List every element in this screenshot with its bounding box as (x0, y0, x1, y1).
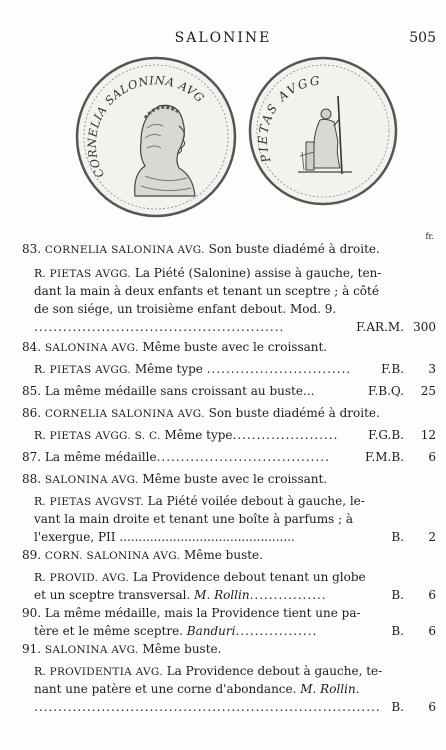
entry-description: La Providence debout tenant un globe (132, 570, 366, 584)
entry-price: 300 (413, 320, 436, 334)
entry-description: Même buste avec le croissant. (142, 340, 328, 354)
running-title: SALONINE (174, 30, 272, 46)
reverse-mark: R. (34, 665, 46, 678)
entry-grade: F.AR.M. (356, 320, 404, 334)
entry-legend: CORNELIA SALONINA AVG. (44, 408, 205, 420)
entry-grade: B. (391, 588, 404, 602)
entry-source: M. Rollin. (300, 682, 360, 696)
entry-number: 88. (22, 472, 42, 486)
entry-description: Même type (134, 362, 207, 376)
leader-dots: ................ (249, 588, 327, 602)
obverse-coin-image (75, 56, 237, 218)
entry-number: 84. (22, 340, 42, 354)
entry-description: Même buste. (183, 548, 263, 562)
entry-legend: CORNELIA SALONINA AVG. (44, 244, 205, 256)
entry-description-cont: l'exergue, PII .............................................. (34, 530, 295, 544)
page-number: 505 (409, 30, 436, 46)
entry-grade: B. (391, 700, 404, 714)
entry-legend: SALONINA AVG. (44, 474, 139, 486)
reverse-mark: R. (34, 571, 46, 584)
entry-price: 3 (428, 362, 436, 376)
entry-legend: CORN. SALONINA AVG. (44, 550, 181, 562)
entry-price: 6 (428, 624, 436, 638)
reverse-coin-image (248, 56, 398, 206)
leader-dots: ...................... (232, 428, 339, 442)
coin-illustrations (0, 56, 446, 226)
entry-legend: PIETAS AVGG. (49, 268, 132, 280)
leader-dots: .............................. (206, 362, 352, 376)
reverse-mark: R. (34, 267, 46, 280)
entry-grade: F.G.B. (368, 428, 404, 442)
entry-description: Même buste avec le croissant. (142, 472, 328, 486)
entry-description: Son buste diadémé à droite. (208, 406, 380, 420)
leader-dots: .................................... (156, 450, 330, 464)
entry-number: 83. (22, 242, 42, 256)
leader-dots: .................................................... (34, 320, 285, 334)
entry-price: 6 (428, 450, 436, 464)
entry-number: 87. (22, 450, 42, 464)
entry-number: 89. (22, 548, 42, 562)
entry-price: 12 (420, 428, 436, 442)
entry-grade: F.M.B. (364, 450, 404, 464)
price-unit-label: fr. (425, 232, 434, 241)
entry-number: 91. (22, 642, 42, 656)
reverse-mark: R. (34, 429, 46, 442)
entry-number: 85. (22, 384, 42, 398)
entry-legend: PIETAS AVGVST. (49, 496, 144, 508)
entry-description: Son buste diadémé à droite. (208, 242, 380, 256)
entry-description-cont: dant la main à deux enfants et tenant un sceptre ; à côté (34, 284, 379, 298)
entry-source: Banduri (186, 624, 236, 638)
entry-source: M. Rollin (194, 588, 250, 602)
entry-legend: SALONINA AVG. (44, 342, 139, 354)
entry-number: 90. (22, 606, 42, 620)
page-header (0, 30, 446, 50)
entry-grade: F.B. (381, 362, 404, 376)
entry-legend: PIETAS AVGG. (49, 364, 132, 376)
entry-price: 6 (428, 700, 436, 714)
entry-description: La Piété (Salonine) assise à gauche, ten- (134, 266, 382, 280)
entry-legend: SALONINA AVG. (44, 644, 139, 656)
entry-grade: B. (391, 624, 404, 638)
entry-description: La Piété voilée debout à gauche, le- (147, 494, 365, 508)
entry-description: Même type (164, 428, 233, 442)
obverse-legend: CORNELIA SALONINA AVG (84, 73, 208, 181)
reverse-legend: PIETAS AVGG (255, 73, 323, 165)
entry-grade: F.B.Q. (368, 384, 404, 398)
entry-legend: PROVIDENTIA AVG. (49, 666, 163, 678)
entry-description: La même médaille, mais la Providence tient une pa- (44, 606, 361, 620)
entry-description-cont: vant la main droite et tenant une boîte à parfums ; à (34, 512, 354, 526)
entry-grade: B. (391, 530, 404, 544)
entry-description-cont: de son siége, un troisième enfant debout. Mod. 9. (34, 302, 337, 316)
entry-description: La Providence debout à gauche, te- (166, 664, 383, 678)
entry-description: Même buste. (142, 642, 222, 656)
entry-price: 25 (420, 384, 436, 398)
entry-description-cont: et un sceptre transversal. (34, 588, 195, 602)
entry-price: 2 (428, 530, 436, 544)
entry-description-cont: nant une patère et une corne d'abondance. (34, 682, 301, 696)
entry-description: La même médaille (44, 450, 157, 464)
leader-dots: ................. (235, 624, 318, 638)
entry-description-cont: tère et le même sceptre. (34, 624, 187, 638)
reverse-mark: R. (34, 363, 46, 376)
entry-number: 86. (22, 406, 42, 420)
leader-dots: ........................................................................ (34, 700, 381, 714)
entry-price: 6 (428, 588, 436, 602)
entry-legend: PIETAS AVGG. S. C. (49, 430, 161, 442)
entry-legend: PROVID. AVG. (49, 572, 130, 584)
entry-description: La même médaille sans croissant au buste... (44, 384, 315, 398)
reverse-mark: R. (34, 495, 46, 508)
